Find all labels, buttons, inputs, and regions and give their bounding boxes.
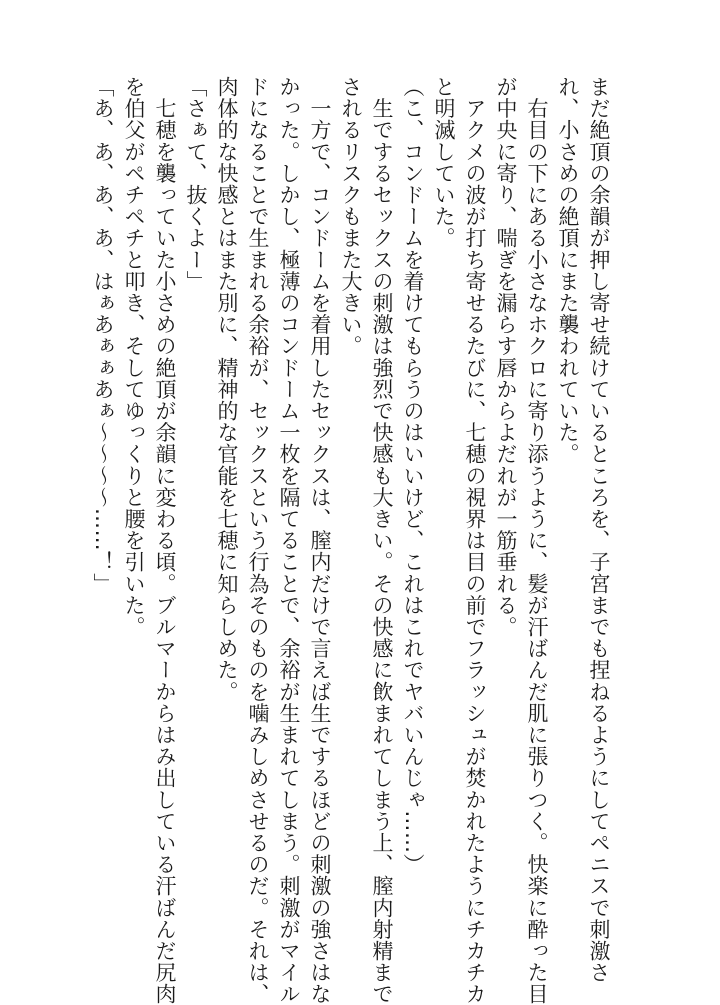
vertical-text-block xyxy=(91,76,614,1005)
text-line: まだ絶頂の余韻が押し寄せ続けているところを、子宮までも捏ねるようにしてペニスで刺激さ xyxy=(587,76,611,984)
text-line: （こ、コンドームを着けてもらうのはいいけど、これはこれでヤバいんじゃ……） xyxy=(401,76,425,876)
text-line: 右目の下にある小さなホクロに寄り添うように、髪が汗ばんだ肌に張りつく。快楽に酔った目 xyxy=(525,76,549,1005)
text-line: が中央に寄り、喘ぎを漏らす唇からよだれが一筋垂れる。 xyxy=(494,76,518,638)
text-line: かった。しかし、極薄のコンドーム一枚を隔てることで、余裕が生まれてしまう。刺激がマイル xyxy=(277,76,301,1005)
text-line: 肉体的な快感とはまた別に、精神的な官能を七穂に知らしめた。 xyxy=(215,76,239,703)
text-line: れ、小さめの絶頂にまた襲われていた。 xyxy=(556,76,580,465)
text-line: アクメの波が打ち寄せるたびに、七穂の視界は目の前でフラッシュが焚かれたようにチカチカ xyxy=(463,76,487,1005)
text-line: ドになることで生まれる余裕が、セックスという行為そのものを噛みしめさせるのだ。それは、 xyxy=(246,76,270,1005)
text-line: 七穂を襲っていた小さめの絶頂が余韻に変わる頃。ブルマーからはみ出している汗ばんだ尻肉 xyxy=(153,76,177,1005)
text-line: 一方で、コンドームを着用したセックスは、膣内だけで言えば生でするほどの刺激の強さはな xyxy=(308,76,332,1005)
text-line: されるリスクもまた大きい。 xyxy=(339,76,363,357)
text-line: 生でするセックスの刺激は強烈で快感も大きい。その快感に飲まれてしまう上、膣内射精まで xyxy=(370,76,394,1005)
text-line: を伯父がペチペチと叩き、そしてゆっくりと腰を引いた。 xyxy=(122,76,146,638)
text-line: 「あ、あ、あ、あ、はぁあぁぁあぁ～～～～……！」 xyxy=(91,76,115,595)
text-line: 「さぁて、抜くよー」 xyxy=(184,76,208,292)
text-line: と明滅していた。 xyxy=(432,76,456,249)
